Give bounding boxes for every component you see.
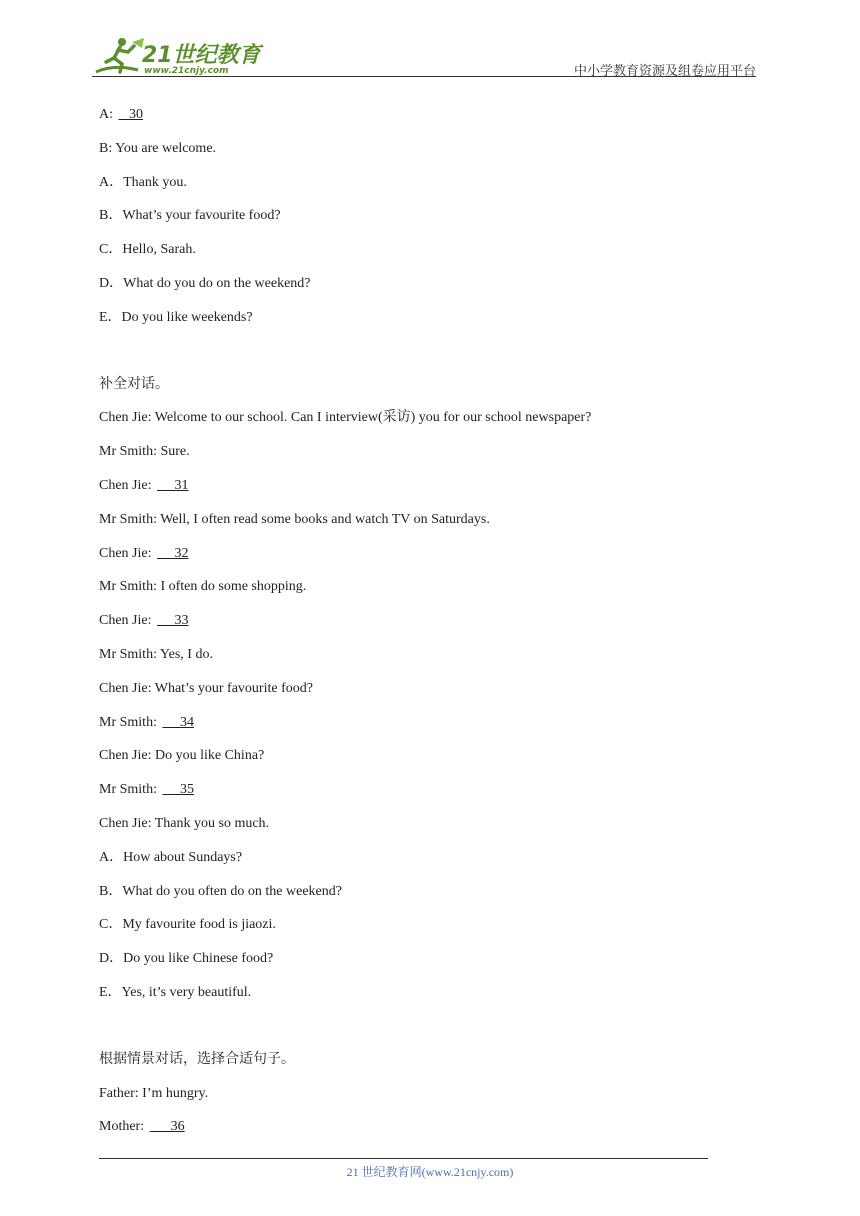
- line-text: B．What’s your favourite food?: [99, 208, 281, 224]
- line-text: Father: I’m hungry.: [99, 1085, 209, 1101]
- line-text: D．Do you like Chinese food?: [99, 951, 274, 967]
- document-line: [99, 610, 739, 644]
- document-line: [99, 847, 739, 881]
- document-line: [99, 138, 739, 172]
- document-line: [99, 712, 739, 746]
- document-line: [99, 475, 739, 509]
- document-line: [99, 1083, 739, 1117]
- line-text: C．My favourite food is jiaozi.: [99, 917, 276, 933]
- document-line: [99, 982, 739, 1016]
- answer-blank: 30: [118, 107, 143, 122]
- question-block-2: [99, 374, 739, 1016]
- page-header: [92, 30, 756, 78]
- line-text: A:: [99, 107, 117, 122]
- document-line: [99, 948, 739, 982]
- block-gap: [99, 1016, 739, 1049]
- line-text: Mr Smith:: [99, 782, 161, 798]
- line-text: 补全对话。: [99, 376, 169, 392]
- answer-blank: 32: [157, 545, 189, 561]
- document-line: [99, 239, 739, 273]
- block-gap: [99, 341, 739, 374]
- document-line: [99, 205, 739, 239]
- document-line: [99, 644, 739, 678]
- line-text: Mr Smith:: [99, 714, 161, 730]
- line-text: Chen Jie:: [99, 545, 155, 561]
- platform-title: 中小学教育资源及组卷应用平台: [573, 63, 756, 78]
- answer-blank: 34: [162, 714, 194, 730]
- document-line: [99, 307, 739, 341]
- question-block-1: [99, 104, 739, 341]
- document-line: [99, 678, 739, 712]
- line-text: Chen Jie: Do you like China?: [99, 748, 265, 764]
- line-text: Mother:: [99, 1119, 148, 1135]
- document-line: [99, 779, 739, 813]
- line-text: E．Yes, it’s very beautiful.: [99, 984, 252, 1000]
- line-text: Mr Smith: Well, I often read some books and watch TV on Saturdays.: [99, 511, 490, 527]
- line-text: Chen Jie:: [99, 613, 155, 629]
- logo: [92, 34, 262, 78]
- document-line: [99, 441, 739, 475]
- line-text: A．Thank you.: [99, 174, 187, 190]
- line-text: Chen Jie: What’s your favourite food?: [99, 680, 313, 696]
- line-text: Chen Jie: Welcome to our school. Can I interview(采访) you for our school newspaper?: [99, 410, 592, 426]
- line-text: 根据情景对话，选择合适句子。: [99, 1051, 295, 1067]
- line-text: E．Do you like weekends?: [99, 309, 253, 325]
- question-block-3: [99, 1049, 739, 1150]
- line-text: Chen Jie: Thank you so much.: [99, 815, 270, 831]
- line-text: D．What do you do on the weekend?: [99, 275, 311, 291]
- document-line: [99, 374, 739, 408]
- document-line: [99, 1049, 739, 1083]
- line-text: Mr Smith: Yes, I do.: [99, 646, 213, 662]
- answer-blank: 36: [149, 1119, 185, 1135]
- document-line: [99, 407, 739, 441]
- document-line: [99, 543, 739, 577]
- line-text: B: You are welcome.: [99, 140, 217, 156]
- line-text: A．How about Sundays?: [99, 849, 243, 865]
- document-line: [99, 881, 739, 915]
- footer-text: 21 世纪教育网(www.21cnjy.com): [346, 1165, 514, 1179]
- document-line: [99, 104, 739, 138]
- answer-blank: 35: [162, 782, 194, 798]
- document-line: [99, 914, 739, 948]
- line-text: B．What do you often do on the weekend?: [99, 883, 342, 899]
- document-body: [99, 104, 739, 1150]
- brand-name: 21世纪教育: [142, 43, 261, 68]
- footer-divider: [99, 1158, 708, 1159]
- document-line: [99, 1116, 739, 1150]
- brand-url: www.21cnjy.com: [144, 66, 229, 76]
- line-text: C．Hello, Sarah.: [99, 242, 196, 258]
- document-line: [99, 813, 739, 847]
- line-text: Mr Smith: I often do some shopping.: [99, 579, 307, 595]
- answer-blank: 33: [157, 613, 189, 629]
- line-text: Chen Jie:: [99, 477, 155, 493]
- document-line: [99, 509, 739, 543]
- document-line: [99, 745, 739, 779]
- document-line: [99, 172, 739, 206]
- line-text: Mr Smith: Sure.: [99, 444, 190, 460]
- answer-blank: 31: [157, 477, 189, 493]
- header-divider: [92, 76, 756, 77]
- document-line: [99, 273, 739, 307]
- document-line: [99, 576, 739, 610]
